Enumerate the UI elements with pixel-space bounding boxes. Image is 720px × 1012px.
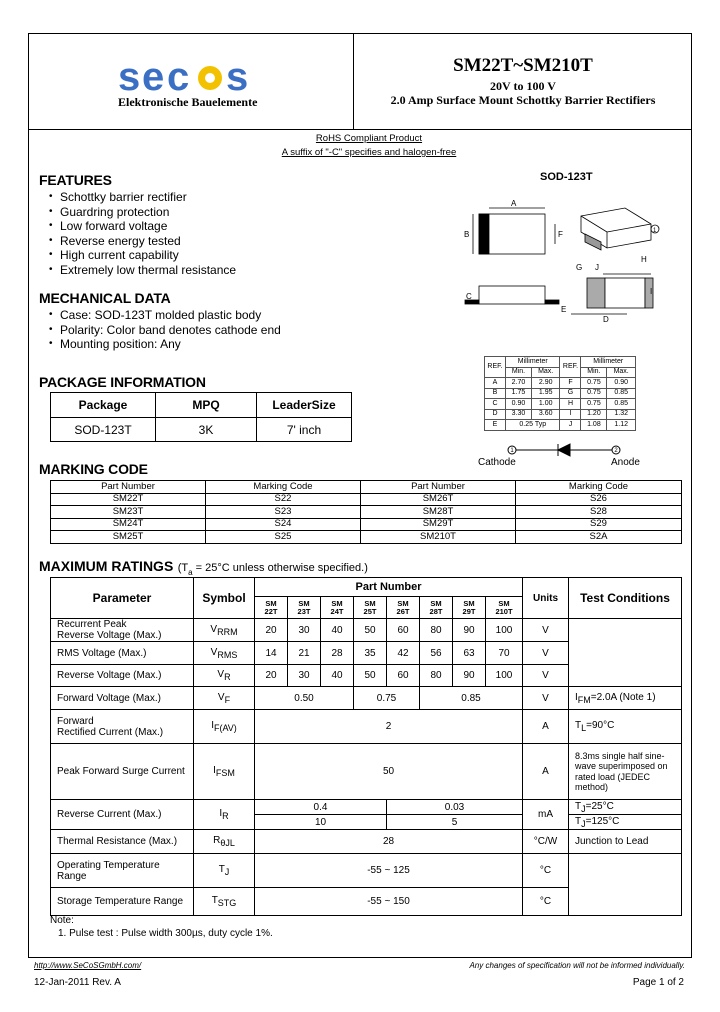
ref-cell: 0.85 xyxy=(607,388,636,399)
ref-cell: 1.75 xyxy=(506,388,532,399)
dim-label-h: H xyxy=(641,255,647,264)
marking-cell: S2A xyxy=(516,531,682,544)
value-cell: 0.75 xyxy=(354,687,420,710)
mechanical-list xyxy=(48,308,281,352)
package-header: Package xyxy=(51,393,156,418)
symbol-vrms: $V_{RMS}$ xyxy=(194,642,255,665)
ref-cell: 3.30 xyxy=(506,409,532,420)
param-tstg: Storage Temperature Range xyxy=(51,888,194,916)
value-cell: 30 xyxy=(288,619,321,642)
ref-cell: I xyxy=(560,409,581,420)
dim-label-g: G xyxy=(576,263,583,272)
param-vrrm: Recurrent Peak Reverse Voltage (Max.) xyxy=(51,619,194,642)
dim-label-d: D xyxy=(603,315,609,324)
value-cell: 100 xyxy=(486,619,523,642)
value-cell: 80 xyxy=(420,619,453,642)
symbol-ifav: $I_{F(AV)}$ xyxy=(194,710,255,744)
value-cell: 90 xyxy=(453,619,486,642)
units-header: Units xyxy=(523,578,569,619)
part-col-header: SM 23T xyxy=(288,597,321,619)
part-col-header: SM 29T xyxy=(453,597,486,619)
diagram-title: SOD-123T xyxy=(540,171,593,183)
logo-letter-e: e xyxy=(142,56,165,96)
ref-cell: 1.95 xyxy=(531,388,560,399)
marking-header: Marking Code xyxy=(206,481,361,494)
symbol-vrrm: $V_{RRM}$ xyxy=(194,619,255,642)
marking-header: Marking Code xyxy=(516,481,682,494)
part-col-header: SM 24T xyxy=(321,597,354,619)
unit-cell: mA xyxy=(523,800,569,830)
dim-label-j: J xyxy=(595,263,599,272)
marking-title: MARKING CODE xyxy=(39,461,148,477)
symbol-ir: $I_R$ xyxy=(194,800,255,830)
max-ratings-table xyxy=(50,577,682,916)
value-cell: 0.85 xyxy=(420,687,523,710)
anode-label: Anode xyxy=(611,457,640,468)
logo-graphic xyxy=(118,56,278,96)
marking-cell: SM29T xyxy=(361,518,516,531)
package-table xyxy=(50,392,352,442)
logo-letter-o-hole xyxy=(205,73,215,83)
logo xyxy=(118,56,278,96)
ref-cell: C xyxy=(485,399,506,410)
symbol-vr: $V_R$ xyxy=(194,665,255,687)
value-cell: 14 xyxy=(255,642,288,665)
value-cell: 2 xyxy=(255,710,523,744)
package-cell: 7' inch xyxy=(257,418,352,442)
ref-cell: 1.08 xyxy=(581,420,607,431)
package-title: PACKAGE INFORMATION xyxy=(39,374,206,390)
value-cell: 10 xyxy=(255,815,387,830)
value-cell: 28 xyxy=(255,830,523,854)
param-rth: Thermal Resistance (Max.) xyxy=(51,830,194,854)
max-ratings-cond-suffix: = 25°C unless otherwise specified.) xyxy=(192,562,368,574)
cathode-pin-number: 1 xyxy=(510,448,514,454)
cond-vf: $I_{FM}=2.0A$ (Note 1) xyxy=(569,687,682,710)
ref-cell: 0.75 xyxy=(581,399,607,410)
cond-cell-empty xyxy=(569,619,682,687)
note-line1: 1. Pulse test : Pulse width 300µs, duty cycle 1%. xyxy=(58,928,273,939)
ref-cell: 0.90 xyxy=(607,378,636,389)
marking-cell: SM24T xyxy=(51,518,206,531)
dim-label-a: A xyxy=(511,199,517,208)
ref-cell: E xyxy=(485,420,506,431)
header-divider xyxy=(28,129,692,130)
value-cell: 0.4 xyxy=(255,800,387,815)
marking-cell: SM22T xyxy=(51,493,206,506)
max-ratings-cond-sub: a xyxy=(188,568,193,578)
ref-cell: 3.60 xyxy=(531,409,560,420)
ref-cell: 0.75 xyxy=(581,378,607,389)
package-header: LeaderSize xyxy=(257,393,352,418)
logo-letter-s1: s xyxy=(118,56,141,96)
min-header: Min. xyxy=(581,367,607,378)
cond-ir-1: $T_J=25^\circ C$ xyxy=(569,800,682,815)
footer-url[interactable]: http://www.SeCoSGmbH.com/ xyxy=(34,961,142,970)
marking-cell: SM26T xyxy=(361,493,516,506)
param-vrms: RMS Voltage (Max.) xyxy=(51,642,194,665)
unit-cell: A xyxy=(523,744,569,800)
value-cell: 40 xyxy=(321,619,354,642)
features-title: FEATURES xyxy=(39,172,112,188)
dim-label-e: E xyxy=(561,305,567,314)
value-cell: 60 xyxy=(387,665,420,687)
value-cell: 0.50 xyxy=(255,687,354,710)
value-cell: 56 xyxy=(420,642,453,665)
marking-cell: S26 xyxy=(516,493,682,506)
unit-cell: °C xyxy=(523,888,569,916)
mechanical-item: • Polarity: Color band denotes cathode end xyxy=(48,323,281,338)
value-cell: 60 xyxy=(387,619,420,642)
value-cell: 50 xyxy=(255,744,523,800)
part-col-header: SM 25T xyxy=(354,597,387,619)
marking-cell: S22 xyxy=(206,493,361,506)
marking-cell: S28 xyxy=(516,506,682,519)
mechanical-item: • Case: SOD-123T molded plastic body xyxy=(48,308,281,323)
cathode-band xyxy=(479,214,489,254)
ref-cell: G xyxy=(560,388,581,399)
unit-cell: °C xyxy=(523,854,569,888)
side-lead-left xyxy=(587,278,605,308)
cond-cell-empty xyxy=(569,854,682,916)
footer-date: 12-Jan-2011 Rev. A xyxy=(34,977,121,988)
cond-rth: Junction to Lead xyxy=(569,830,682,854)
voltage-range: 20V to 100 V xyxy=(490,79,556,93)
max-ratings-cond-prefix: (T xyxy=(177,562,189,574)
unit-cell: °C/W xyxy=(523,830,569,854)
mm-header: Millimeter xyxy=(506,357,560,368)
anode-pin-number: 2 xyxy=(614,448,618,454)
side-view-body xyxy=(479,286,545,304)
value-cell: 42 xyxy=(387,642,420,665)
ref-cell: 1.00 xyxy=(531,399,560,410)
symbol-ifsm: $I_{FSM}$ xyxy=(194,744,255,800)
value-cell: 5 xyxy=(387,815,523,830)
value-cell: -55 ~ 125 xyxy=(255,854,523,888)
marking-cell: S29 xyxy=(516,518,682,531)
dim-label-f: F xyxy=(558,230,563,239)
value-cell: 90 xyxy=(453,665,486,687)
value-cell: 80 xyxy=(420,665,453,687)
test-conditions-header: Test Conditions xyxy=(569,578,682,619)
marking-cell: S24 xyxy=(206,518,361,531)
symbol-vf: $V_F$ xyxy=(194,687,255,710)
mechanical-title: MECHANICAL DATA xyxy=(39,290,171,306)
param-ifsm: Peak Forward Surge Current xyxy=(51,744,194,800)
cathode-label: Cathode xyxy=(478,457,516,468)
dim-label-b: B xyxy=(464,230,470,239)
ref-cell: B xyxy=(485,388,506,399)
marking-cell: SM210T xyxy=(361,531,516,544)
value-cell: 63 xyxy=(453,642,486,665)
marking-cell: S23 xyxy=(206,506,361,519)
param-tj: Operating Temperature Range xyxy=(51,854,194,888)
feature-item: • Reverse energy tested xyxy=(48,234,236,249)
value-cell: 50 xyxy=(354,619,387,642)
package-cell: SOD-123T xyxy=(51,418,156,442)
marking-header: Part Number xyxy=(361,481,516,494)
package-header: MPQ xyxy=(156,393,257,418)
value-cell: 0.03 xyxy=(387,800,523,815)
part-range-title: SM22T~SM210T xyxy=(453,55,593,76)
part-col-header: SM 28T xyxy=(420,597,453,619)
ref-cell: 2.90 xyxy=(531,378,560,389)
side-body xyxy=(605,278,645,308)
value-cell: 100 xyxy=(486,665,523,687)
param-ifav: Forward Rectified Current (Max.) xyxy=(51,710,194,744)
symbol-tstg: $T_{STG}$ xyxy=(194,888,255,916)
ref-cell: F xyxy=(560,378,581,389)
value-cell: 70 xyxy=(486,642,523,665)
ref-cell: 1.20 xyxy=(581,409,607,420)
value-cell: 20 xyxy=(255,665,288,687)
ref-cell: D xyxy=(485,409,506,420)
diode-triangle xyxy=(558,444,570,456)
ref-cell: 0.25 Typ xyxy=(506,420,560,431)
min-header: Min. xyxy=(506,367,532,378)
value-cell: -55 ~ 150 xyxy=(255,888,523,916)
max-ratings-title: MAXIMUM RATINGS xyxy=(39,558,174,574)
max-ratings-heading xyxy=(39,558,368,577)
dim-label-c: C xyxy=(466,292,472,301)
param-ir: Reverse Current (Max.) xyxy=(51,800,194,830)
part-number-header: Part Number xyxy=(255,578,523,597)
side-view-lead-right xyxy=(545,300,559,304)
pin1-label: 1 xyxy=(653,228,657,234)
part-col-header: SM 210T xyxy=(486,597,523,619)
value-cell: 50 xyxy=(354,665,387,687)
package-cell: 3K xyxy=(156,418,257,442)
unit-cell: V xyxy=(523,665,569,687)
value-cell: 35 xyxy=(354,642,387,665)
dimension-table xyxy=(484,356,636,431)
part-col-header: SM 22T xyxy=(255,597,288,619)
cond-ir-2: $T_J=125^\circ C$ xyxy=(569,815,682,830)
ref-cell: A xyxy=(485,378,506,389)
symbol-rth: $R_{\theta JL}$ xyxy=(194,830,255,854)
marking-cell: SM28T xyxy=(361,506,516,519)
param-vf: Forward Voltage (Max.) xyxy=(51,687,194,710)
value-cell: 21 xyxy=(288,642,321,665)
unit-cell: A xyxy=(523,710,569,744)
param-header: Parameter xyxy=(51,578,194,619)
unit-cell: V xyxy=(523,687,569,710)
ref-cell: J xyxy=(560,420,581,431)
marking-cell: SM25T xyxy=(51,531,206,544)
ref-header: REF. xyxy=(485,357,506,378)
ref-cell: 0.90 xyxy=(506,399,532,410)
marking-header: Part Number xyxy=(51,481,206,494)
logo-letter-c: c xyxy=(167,56,190,96)
marking-cell: S25 xyxy=(206,531,361,544)
part-col-header: SM 26T xyxy=(387,597,420,619)
unit-cell: V xyxy=(523,619,569,642)
ref-cell: 1.12 xyxy=(607,420,636,431)
mechanical-item: • Mounting position: Any xyxy=(48,337,281,352)
dim-label-i: I xyxy=(650,287,653,296)
marking-cell: SM23T xyxy=(51,506,206,519)
note-title: Note: xyxy=(50,915,74,926)
symbol-header: Symbol xyxy=(194,578,255,619)
footer-disclaimer: Any changes of specification will not be informed individually. xyxy=(469,961,685,970)
ref-cell: 2.70 xyxy=(506,378,532,389)
value-cell: 40 xyxy=(321,665,354,687)
ref-cell: 1.32 xyxy=(607,409,636,420)
cond-ifsm: 8.3ms single half sine-wave superimposed on rated load (JEDEC method) xyxy=(569,744,682,800)
diode-symbol xyxy=(500,442,630,458)
unit-cell: V xyxy=(523,642,569,665)
feature-item: • Schottky barrier rectifier xyxy=(48,190,236,205)
product-description: 2.0 Amp Surface Mount Schottky Barrier Rectifiers xyxy=(390,93,656,107)
cond-ifav: $T_L=90^\circ C$ xyxy=(569,710,682,744)
rohs-line1: RoHS Compliant Product xyxy=(315,133,423,144)
value-cell: 30 xyxy=(288,665,321,687)
marking-table xyxy=(50,480,682,544)
max-header: Max. xyxy=(531,367,560,378)
symbol-tj: $T_J$ xyxy=(194,854,255,888)
logo-letter-s2: s xyxy=(226,56,249,96)
rohs-line2: A suffix of "-C" specifies and halogen-free xyxy=(281,147,457,158)
package-outline-diagram xyxy=(455,196,685,326)
value-cell: 20 xyxy=(255,619,288,642)
feature-item: • Extremely low thermal resistance xyxy=(48,263,236,278)
ref-cell: 0.85 xyxy=(607,399,636,410)
feature-item: • High current capability xyxy=(48,248,236,263)
ref-header: REF. xyxy=(560,357,581,378)
value-cell: 28 xyxy=(321,642,354,665)
max-header: Max. xyxy=(607,367,636,378)
ref-cell: H xyxy=(560,399,581,410)
feature-item: • Low forward voltage xyxy=(48,219,236,234)
company-name: Elektronische Bauelemente xyxy=(118,95,258,109)
footer-page: Page 1 of 2 xyxy=(632,977,684,988)
param-vr: Reverse Voltage (Max.) xyxy=(51,665,194,687)
ref-cell: 0.75 xyxy=(581,388,607,399)
features-list xyxy=(48,190,236,278)
feature-item: • Guardring protection xyxy=(48,205,236,220)
mm-header: Millimeter xyxy=(581,357,636,368)
